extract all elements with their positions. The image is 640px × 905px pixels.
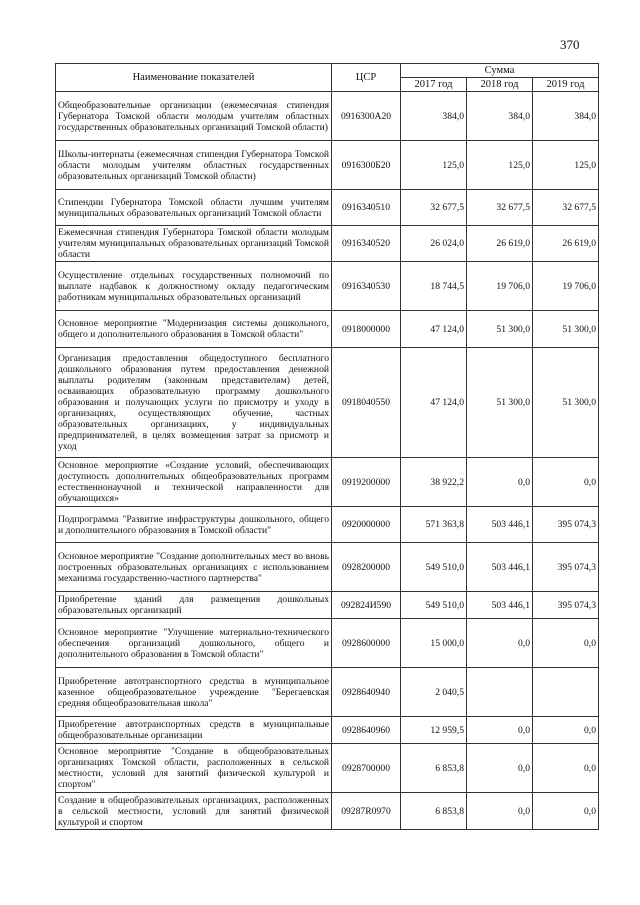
page-number: 370 bbox=[560, 37, 580, 52]
row-value-2019: 32 677,5 bbox=[533, 190, 599, 226]
row-value-2019: 0,0 bbox=[533, 458, 599, 507]
row-value-2018: 503 446,1 bbox=[467, 543, 533, 592]
row-csr: 0916340520 bbox=[332, 226, 401, 262]
row-value-2017: 6 853,8 bbox=[401, 744, 467, 793]
row-csr: 092824И590 bbox=[332, 592, 401, 619]
header-row bbox=[56, 64, 599, 78]
row-value-2017: 18 744,5 bbox=[401, 262, 467, 311]
row-name: Приобретение автотранспортного средства в муниципальное казенное общеобразовательное учреждение "Берегаевская средняя общеобразовательная школа" bbox=[56, 668, 332, 717]
row-value-2017: 6 853,8 bbox=[401, 793, 467, 830]
table-row bbox=[56, 744, 599, 793]
row-value-2019: 26 619,0 bbox=[533, 226, 599, 262]
table-row bbox=[56, 262, 599, 311]
header-year-2019: 2019 год bbox=[533, 78, 599, 92]
row-csr: 0919200000 bbox=[332, 458, 401, 507]
row-csr: 0928200000 bbox=[332, 543, 401, 592]
row-csr: 0928700000 bbox=[332, 744, 401, 793]
row-csr: 0918000000 bbox=[332, 311, 401, 348]
table-row bbox=[56, 619, 599, 668]
row-value-2019: 0,0 bbox=[533, 744, 599, 793]
table-row bbox=[56, 311, 599, 348]
row-name: Основное мероприятие «Создание условий, обеспечивающих доступность дополнительных общеобразовательных программ естественнонаучной и технической направленности для обучающихся» bbox=[56, 458, 332, 507]
row-name: Приобретение зданий для размещения дошкольных образовательных организаций bbox=[56, 592, 332, 619]
row-value-2019 bbox=[533, 668, 599, 717]
row-value-2018: 0,0 bbox=[467, 717, 533, 744]
header-year-2017: 2017 год bbox=[401, 78, 467, 92]
row-name: Основное мероприятие "Создание в общеобразовательных организациях Томской области, расположенных в сельской местности, условий для занятий физической культурой и спортом" bbox=[56, 744, 332, 793]
row-value-2017: 15 000,0 bbox=[401, 619, 467, 668]
row-name: Основное мероприятие "Улучшение материально-технического обеспечения организаций дошкольного, общего и дополнительного образования в Томской области" bbox=[56, 619, 332, 668]
row-name: Организация предоставления общедоступного бесплатного дошкольного образования путем предоставления денежной выплаты родителям (законным представителям) детей, осваивающих образовательную программу дошкольного образования и получающих услуги по присмотру и уходу в организациях, осуществляющих обучение, частных образовательных организациях, у индивидуальных предпринимателей, в целях возмещения затрат за присмотр и уход bbox=[56, 348, 332, 458]
row-value-2018: 0,0 bbox=[467, 744, 533, 793]
row-value-2018: 51 300,0 bbox=[467, 311, 533, 348]
table-row bbox=[56, 717, 599, 744]
budget-table bbox=[55, 63, 599, 830]
table-row bbox=[56, 507, 599, 543]
row-value-2017: 571 363,8 bbox=[401, 507, 467, 543]
row-csr: 0916300Б20 bbox=[332, 141, 401, 190]
row-value-2018: 125,0 bbox=[467, 141, 533, 190]
row-value-2018: 26 619,0 bbox=[467, 226, 533, 262]
row-name: Основное мероприятие "Модернизация системы дошкольного, общего и дополнительного образования в Томской области" bbox=[56, 311, 332, 348]
row-value-2018: 503 446,1 bbox=[467, 507, 533, 543]
row-value-2018: 0,0 bbox=[467, 458, 533, 507]
row-value-2018: 32 677,5 bbox=[467, 190, 533, 226]
row-value-2018: 0,0 bbox=[467, 793, 533, 830]
row-value-2019: 0,0 bbox=[533, 793, 599, 830]
row-name: Общеобразовательные организации (ежемесячная стипендия Губернатора Томской области молодым учителям областных государственных образовательных организаций Томской области) bbox=[56, 92, 332, 141]
table-body bbox=[56, 92, 599, 830]
row-value-2017: 2 040,5 bbox=[401, 668, 467, 717]
row-name: Подпрограмма "Развитие инфраструктуры дошкольного, общего и дополнительного образования в Томской области" bbox=[56, 507, 332, 543]
table-row bbox=[56, 190, 599, 226]
table-header bbox=[56, 64, 599, 92]
row-value-2019: 0,0 bbox=[533, 619, 599, 668]
row-name: Ежемесячная стипендия Губернатора Томской области молодым учителям муниципальных образовательных организаций Томской области bbox=[56, 226, 332, 262]
row-value-2017: 32 677,5 bbox=[401, 190, 467, 226]
row-value-2018: 0,0 bbox=[467, 619, 533, 668]
row-value-2018: 19 706,0 bbox=[467, 262, 533, 311]
table-row bbox=[56, 92, 599, 141]
table-row bbox=[56, 348, 599, 458]
row-csr: 0920000000 bbox=[332, 507, 401, 543]
row-csr: 0916340530 bbox=[332, 262, 401, 311]
row-value-2019: 51 300,0 bbox=[533, 311, 599, 348]
row-name: Создание в общеобразовательных организациях, расположенных в сельской местности, условий для занятий физической культурой и спортом bbox=[56, 793, 332, 830]
row-value-2019: 395 074,3 bbox=[533, 592, 599, 619]
table-row bbox=[56, 141, 599, 190]
header-csr: ЦСР bbox=[332, 64, 401, 92]
row-value-2019: 125,0 bbox=[533, 141, 599, 190]
header-year-2018: 2018 год bbox=[467, 78, 533, 92]
row-csr: 0928640940 bbox=[332, 668, 401, 717]
row-value-2017: 26 024,0 bbox=[401, 226, 467, 262]
row-csr: 0916300А20 bbox=[332, 92, 401, 141]
table-row bbox=[56, 543, 599, 592]
table-row bbox=[56, 226, 599, 262]
row-value-2017: 125,0 bbox=[401, 141, 467, 190]
row-csr: 0928600000 bbox=[332, 619, 401, 668]
row-value-2019: 384,0 bbox=[533, 92, 599, 141]
row-value-2017: 384,0 bbox=[401, 92, 467, 141]
row-value-2017: 47 124,0 bbox=[401, 311, 467, 348]
row-name: Основное мероприятие "Создание дополнительных мест во вновь построенных образовательных организациях с использованием механизма государственно-частного партнерства" bbox=[56, 543, 332, 592]
row-value-2018 bbox=[467, 668, 533, 717]
row-value-2017: 12 959,5 bbox=[401, 717, 467, 744]
row-name: Приобретение автотранспортных средств в муниципальные общеобразовательные организации bbox=[56, 717, 332, 744]
row-value-2017: 38 922,2 bbox=[401, 458, 467, 507]
row-csr: 0916340510 bbox=[332, 190, 401, 226]
table-row bbox=[56, 458, 599, 507]
row-value-2017: 549 510,0 bbox=[401, 592, 467, 619]
row-name: Школы-интернаты (ежемесячная стипендия Губернатора Томской области молодым учителям областных государственных образовательных организаций Томской области) bbox=[56, 141, 332, 190]
header-name: Наименование показателей bbox=[56, 64, 332, 92]
row-value-2019: 51 300,0 bbox=[533, 348, 599, 458]
table-row bbox=[56, 668, 599, 717]
header-sum: Сумма bbox=[401, 64, 599, 78]
row-name: Осуществление отдельных государственных полномочий по выплате надбавок к должностному окладу педагогическим работникам муниципальных образовательных организаций bbox=[56, 262, 332, 311]
table-row bbox=[56, 592, 599, 619]
row-value-2017: 549 510,0 bbox=[401, 543, 467, 592]
row-value-2017: 47 124,0 bbox=[401, 348, 467, 458]
table-row bbox=[56, 793, 599, 830]
row-name: Стипендии Губернатора Томской области лучшим учителям муниципальных образовательных организаций Томской области bbox=[56, 190, 332, 226]
row-value-2018: 503 446,1 bbox=[467, 592, 533, 619]
row-csr: 0928640960 bbox=[332, 717, 401, 744]
row-csr: 09287R0970 bbox=[332, 793, 401, 830]
row-value-2018: 384,0 bbox=[467, 92, 533, 141]
row-value-2019: 395 074,3 bbox=[533, 507, 599, 543]
row-value-2019: 0,0 bbox=[533, 717, 599, 744]
row-value-2019: 395 074,3 bbox=[533, 543, 599, 592]
row-value-2019: 19 706,0 bbox=[533, 262, 599, 311]
row-value-2018: 51 300,0 bbox=[467, 348, 533, 458]
row-csr: 0918040550 bbox=[332, 348, 401, 458]
